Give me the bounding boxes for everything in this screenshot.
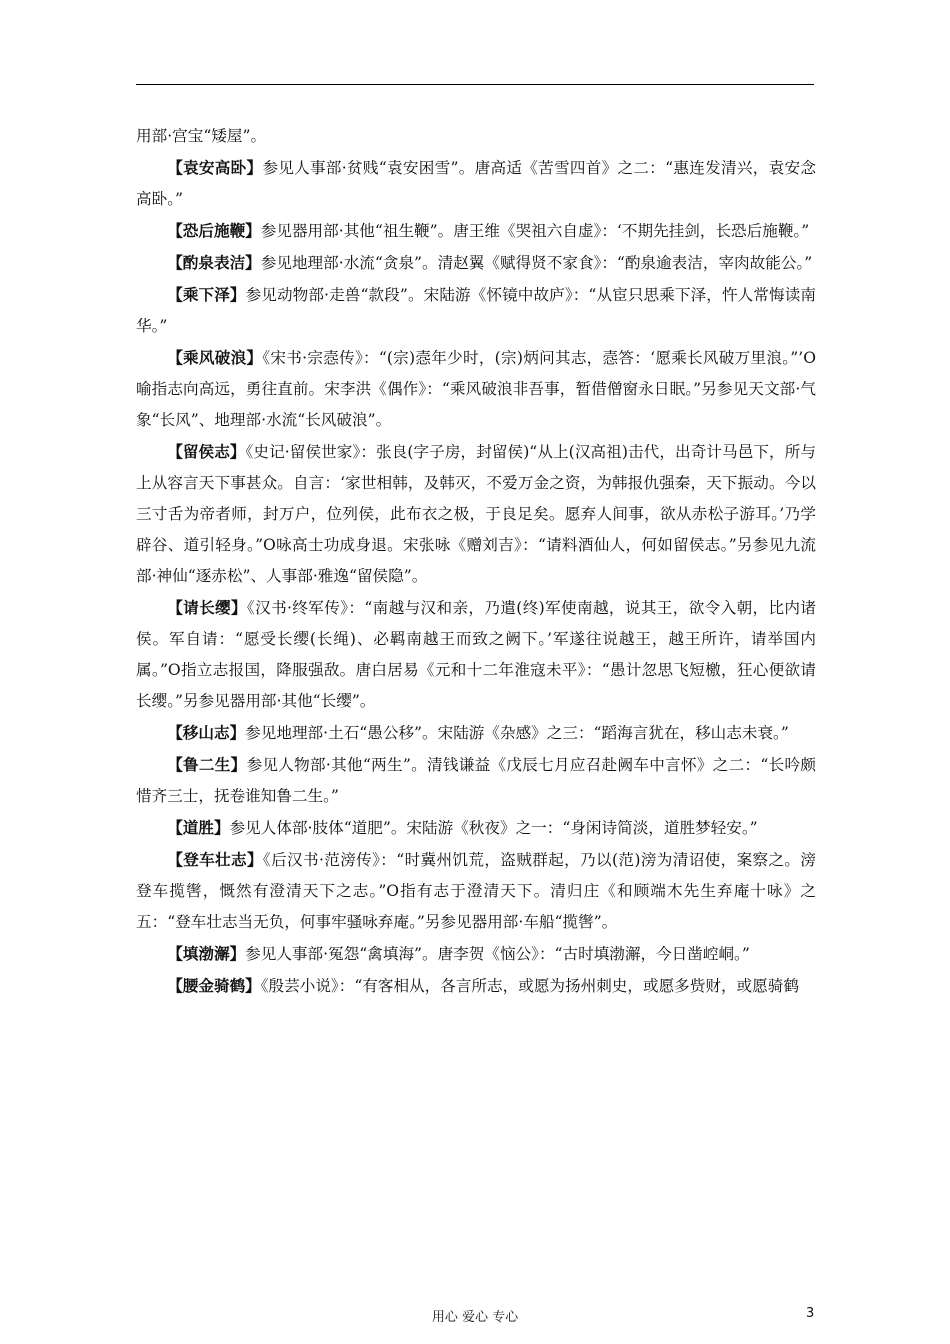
entry-text: 参见人事部·冤怨“禽填海”。唐李贺《恼公》：“古时填渤澥，今日凿崆峒。” <box>245 945 750 963</box>
paragraph <box>136 938 816 970</box>
paragraph <box>136 749 816 812</box>
entry-head: 【乘下泽】 <box>167 285 246 304</box>
entry-text: 参见动物部·走兽“款段”。宋陆游《怀镜中故庐》：“从宦只思乘下泽，忤人常悔读南华。” <box>136 286 816 335</box>
entry-text: 《汉书·终军传》：“南越与汉和亲，乃遣(终)军使南越，说其王，欲令入朝，比内诸侯。军自请：“愿受长缨(长绳)、必羁南越王而致之阙下。’军遂往说越王，越王所许，请举国内属。”O指立志报国，降服强敌。唐白居易《元和十二年淮寇未平》：“愚计忽思飞短檄，狂心便欲请长缨。”另参见器用部·其他“长缨”。 <box>136 599 816 710</box>
entry-text: 参见器用部·其他“祖生鞭”。唐王维《哭祖六自虚》：‘不期先挂剑，长恐后施鞭。” <box>260 222 810 240</box>
header-rule <box>136 84 814 85</box>
paragraph <box>136 592 816 717</box>
entry-head: 【留侯志】 <box>167 442 246 461</box>
entry-text: 《史记·留侯世家》：张良(字子房，封留侯)“从上(汉高祖)击代，出奇计马邑下，所与上从容言天下事甚众。自言：‘家世相韩，及韩灭，不爱万金之资，为韩报仇强秦，天下振动。今以三寸舌为帝者师，封万户，位列侯，此布衣之极，于良足矣。愿弃人间事，欲从赤松子游耳。’乃学辟谷、道引轻身。”O咏高士功成身退。宋张咏《赠刘吉》：“请料酒仙人，何如留侯志。”另参见九流部·神仙“逐赤松”、人事部·雅逸“留侯隐”。 <box>136 443 816 585</box>
paragraph <box>136 215 816 247</box>
entry-head: 【鲁二生】 <box>167 755 247 774</box>
entry-head: 【乘风破浪】 <box>167 348 263 367</box>
page-number: 3 <box>806 1306 815 1321</box>
document-body <box>136 120 816 1002</box>
entry-head: 【请长缨】 <box>167 598 247 617</box>
paragraph <box>136 152 816 215</box>
paragraph <box>136 120 816 152</box>
footer-slogan: 用心 爱心 专心 <box>431 1310 519 1325</box>
entry-text: 《殷芸小说》：“有客相从，各言所志，或愿为扬州刺史，或愿多赀财，或愿骑鹤 <box>260 977 799 995</box>
paragraph <box>136 342 816 436</box>
entry-text: 《后汉书·范滂传》：“时冀州饥荒，盗贼群起，乃以(范)滂为清诏使，案察之。滂登车揽辔，慨然有澄清天下之志。”O指有志于澄清天下。清归庄《和顾端木先生弃庵十咏》之五：“登车壮志当无负，何事牢骚咏弃庵。”另参见器用部·车船“揽辔”。 <box>136 851 816 931</box>
entry-head: 【袁安高卧】 <box>167 158 263 177</box>
paragraph <box>136 436 816 592</box>
paragraph <box>136 812 816 844</box>
entry-text: 参见人事部·贫贱“袁安困雪”。唐高适《苦雪四首》之二：“惠连发清兴，袁安念高卧。” <box>136 159 816 208</box>
entry-head: 【道胜】 <box>167 818 230 837</box>
entry-text: 《宋书·宗悫传》：“(宗)悫年少时，(宗)炳问其志，悫答：‘愿乘长风破万里浪。”’O喻指志向高远，勇往直前。宋李洪《偶作》：“乘风破浪非吾事，暂借僧窗永日眠。”另参见天文部·气象“长风”、地理部·水流“长风破浪”。 <box>136 349 816 429</box>
entry-text: 参见人体部·肢体“道肥”。宋陆游《秋夜》之一：“身闲诗简淡，道胜梦轻安。” <box>229 819 758 837</box>
entry-text: 用部·宫宝“矮屋”。 <box>136 127 267 145</box>
paragraph <box>136 970 816 1002</box>
entry-text: 参见地理部·土石“愚公移”。宋陆游《杂感》之三：“蹈海言犹在，移山志未衰。” <box>245 724 789 742</box>
paragraph <box>136 844 816 938</box>
entry-head: 【登车壮志】 <box>167 850 263 869</box>
entry-head: 【酌泉表洁】 <box>167 253 261 272</box>
entry-text: 参见人物部·其他“两生”。清钱谦益《戊辰七月应召赴阙车中言怀》之二：“长吟颇惜齐三士，抚卷谁知鲁二生。” <box>136 756 816 805</box>
paragraph <box>136 247 816 279</box>
paragraph <box>136 717 816 749</box>
page-footer <box>0 1302 950 1326</box>
entry-head: 【恐后施鞭】 <box>167 221 261 240</box>
entry-head: 【移山志】 <box>167 723 246 742</box>
entry-text: 参见地理部·水流“贪泉”。清赵翼《赋得贤不家食》：“酌泉逾表洁，宰肉故能公。” <box>260 254 813 272</box>
paragraph <box>136 279 816 342</box>
entry-head: 【腰金骑鹤】 <box>167 976 261 995</box>
entry-head: 【填渤澥】 <box>167 944 246 963</box>
